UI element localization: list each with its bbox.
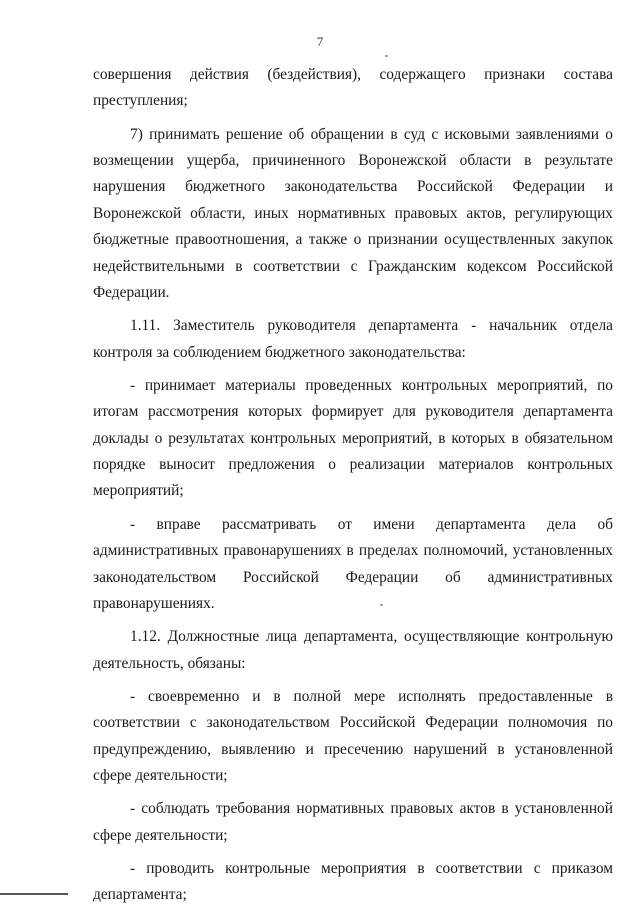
paragraph-1-11-bullet-2: - вправе рассматривать от имени департамента дела об административных правонарушениях в пределах полномочий, установленных законодательством Российской Федерации об административных правонарушениях.	[93, 515, 613, 612]
paragraph-item-7: 7) принимать решение об обращении в суд с исковыми заявлениями о возмещении ущерба, причиненного Воронежской области в результате нарушения бюджетного законодательства Российской Федерации и Воронежской области, иных нормативных правовых актов, регулирующих бюджетные правоотношения, а также о признании осуществленных закупок недействительными в соответствии с Гражданским кодексом Российской Федерации.	[93, 125, 613, 302]
scan-speck	[385, 55, 388, 57]
footer-rule	[0, 893, 68, 895]
paragraph-1-12-bullet-1: - своевременно и в полной мере исполнять предоставленные в соответствии с законодательством Российской Федерации полномочия по предупреждению, выявлению и пресечению нарушений в установленной сфере деятельности;	[93, 687, 613, 784]
paragraph-1-12-bullet-3: - проводить контрольные мероприятия в соответствии с приказом департамента;	[93, 859, 613, 904]
paragraph-1-11: 1.11. Заместитель руководителя департамента - начальник отдела контроля за соблюдением бюджетного законодательства:	[93, 317, 613, 361]
page-number: 7	[316, 34, 324, 49]
document-body	[93, 62, 613, 915]
paragraph-continuation: совершения действия (бездействия), содержащего признаки состава преступления;	[93, 66, 613, 110]
paragraph-1-11-bullet-1: - принимает материалы проведенных контрольных мероприятий, по итогам рассмотрения которых формирует для руководителя департамента доклады о результатах контрольных мероприятий, в которых в обязательном порядке выносит предложения о реализации материалов контрольных мероприятий;	[93, 376, 613, 500]
paragraph-1-12: 1.12. Должностные лица департамента, осуществляющие контрольную деятельность, обязаны:	[93, 628, 613, 672]
paragraph-1-12-bullet-2: - соблюдать требования нормативных правовых актов в установленной сфере деятельности;	[93, 800, 613, 844]
